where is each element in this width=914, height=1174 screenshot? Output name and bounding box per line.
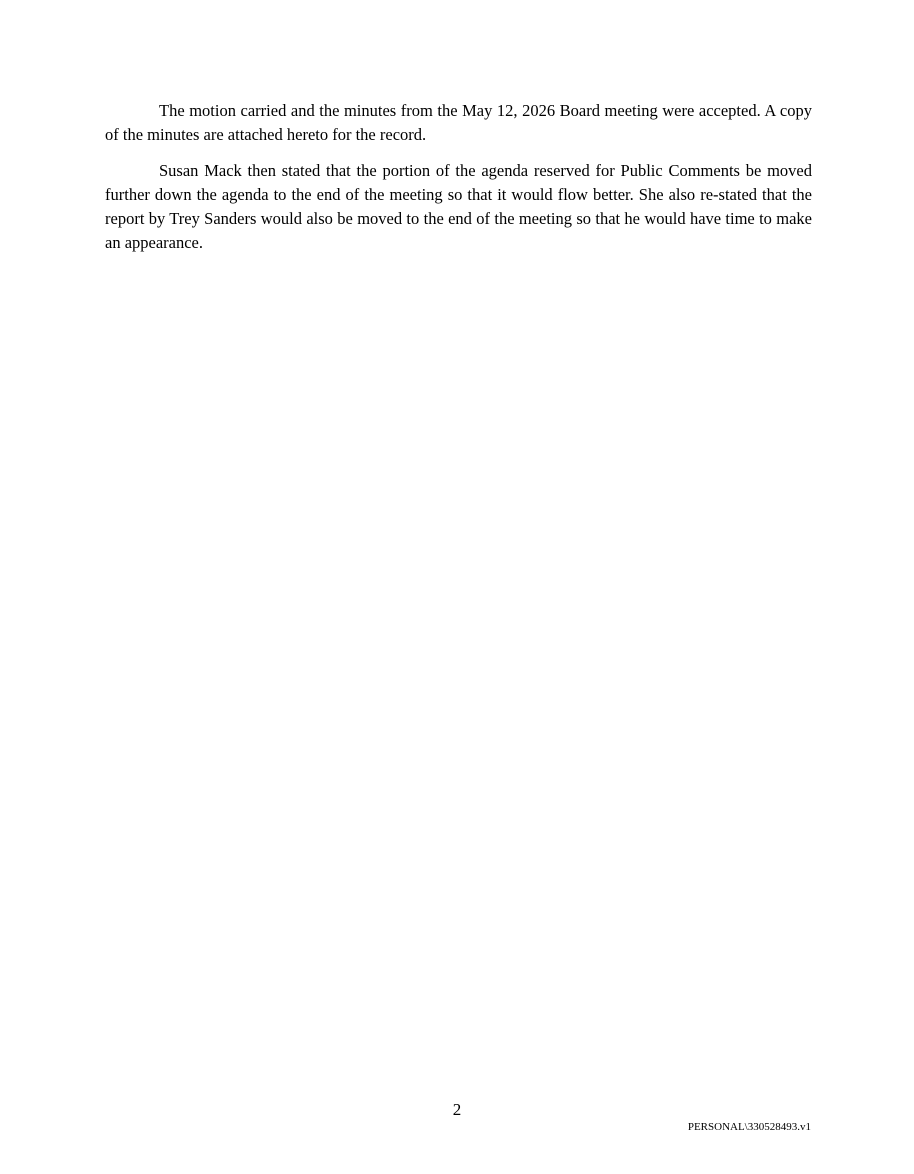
paragraph-agenda-change: Susan Mack then stated that the portion of the agenda reserved for Public Comments be moved further down the agenda to the end of the meeting so that it would flow better. She also re-stated that the report by Trey Sanders would also be moved to the end of the meeting so that he would have time to make an appearance. bbox=[105, 161, 812, 252]
document-id: PERSONAL\330528493.v1 bbox=[687, 1121, 811, 1133]
page-number: 2 bbox=[452, 1100, 462, 1119]
document-body bbox=[105, 99, 812, 267]
paragraph-minutes-accepted: The motion carried and the minutes from the May 12, 2026 Board meeting were accepted. A copy of the minutes are attached hereto for the record. bbox=[105, 101, 812, 144]
